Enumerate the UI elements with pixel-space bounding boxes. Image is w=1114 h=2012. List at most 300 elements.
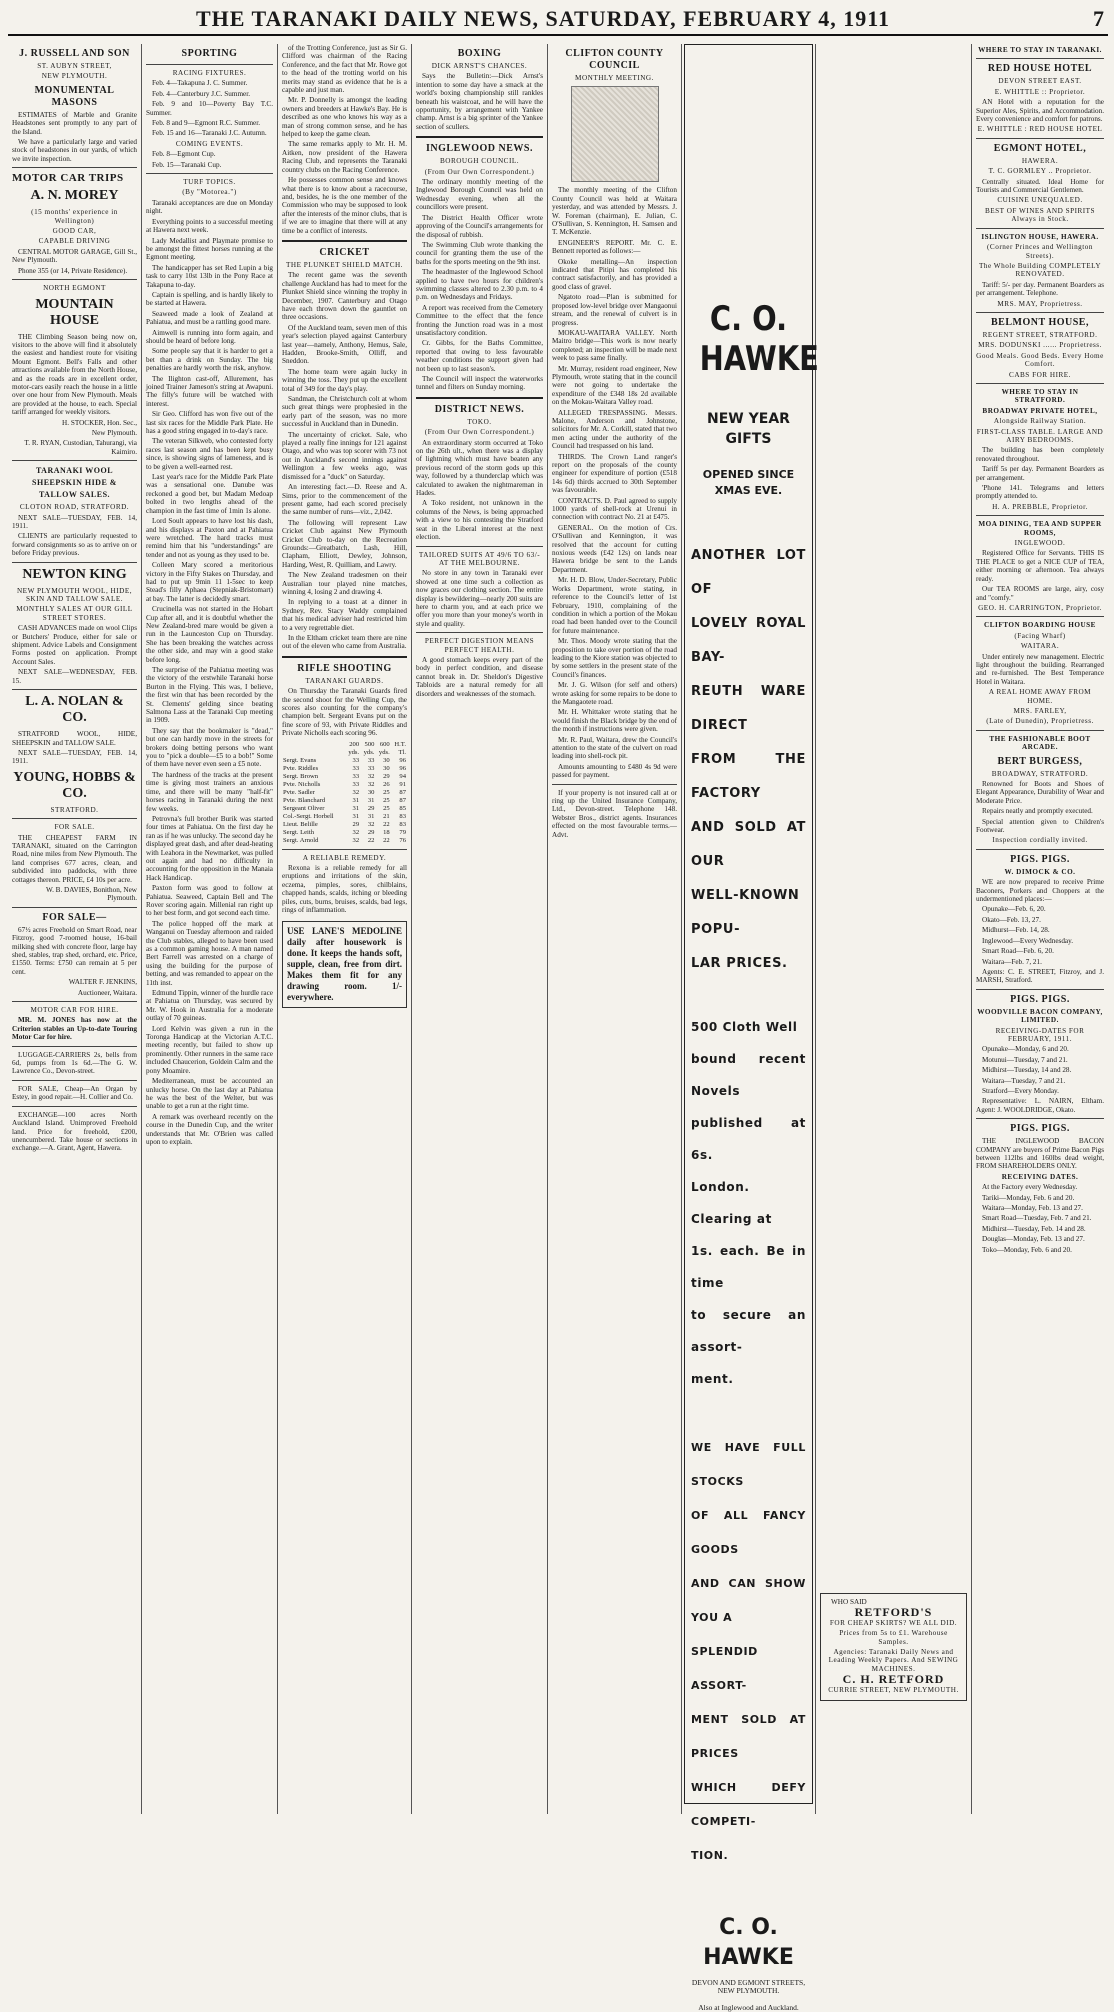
woodville-item: Stratford—Every Monday.: [982, 1086, 1059, 1095]
receiving-item: Waitara—Monday, Feb. 13 and 27.: [982, 1204, 1083, 1213]
table-cell: 83: [399, 812, 406, 820]
hawke-addr2: NEW PLYMOUTH.: [717, 1986, 780, 1996]
column-3: [278, 44, 412, 1814]
table-row: [282, 813, 407, 821]
table-row: [282, 765, 407, 773]
table-cell: 96: [399, 764, 406, 772]
forsale2-sign2: Auctioneer, Waitara.: [77, 988, 137, 997]
divider: [976, 730, 1104, 731]
moa-town: INGLEWOOD.: [1014, 539, 1066, 548]
table-cell: 31: [352, 804, 360, 812]
dimock-item: Okato—Feb. 13, 27.: [982, 915, 1041, 924]
paragraph: Okoke metalling—An inspection indicated that Pitipi has completed his contract satisfactorily, and has provided a good class of gravel.: [552, 257, 677, 291]
divider: [12, 460, 137, 461]
ingle-sub: BOROUGH COUNCIL.: [439, 157, 520, 166]
motor-garage: CENTRAL MOTOR GARAGE, Gill St., New Plymouth.: [12, 247, 137, 265]
table-row: [282, 821, 407, 829]
hawke-addr3: Also at Inglewood and Auckland.: [698, 2002, 799, 2012]
woodville-head: WOODVILLE BACON COMPANY, LIMITED.: [977, 1007, 1103, 1025]
receiving-item: Midhirst—Tuesday, Feb. 14 and 28.: [982, 1224, 1086, 1233]
table-cell: 31: [367, 796, 375, 804]
paragraph: Aimwell is running into form again, and should be heard of before long.: [146, 328, 273, 345]
receiving-item: Smart Road—Tuesday, Feb. 7 and 21.: [982, 1214, 1092, 1223]
receiving-item: Toko—Monday, Feb. 6 and 20.: [982, 1245, 1072, 1254]
hawke-line: FROM THE FACTORY: [691, 752, 806, 801]
table-cell: Sergt. Evans: [283, 756, 317, 764]
divider: [976, 616, 1104, 617]
egmont-hotel-body: Centrally situated. Ideal Home for Tourists and Commercial Gentlemen.: [976, 177, 1104, 195]
table-cell: 33: [367, 764, 375, 772]
column-1: [8, 44, 142, 1814]
paragraph: Crucinella was not started in the Hobart Cup after all, and it is doubtful whether the New Zealand-bred mare would be given a run in the Launceston Cup on Thursday. She has been breaking the watches across the other side, and may win a good stake before long.: [146, 605, 273, 664]
table-row: [282, 829, 407, 837]
paragraph: The Ilighton cast-off, Allurement, has joined Trainer Jameson's string at Awapuni. The filly's future will be watched with interest.: [146, 374, 273, 408]
table-cell: 30: [383, 764, 390, 772]
paragraph: Of the Auckland team, seven men of this year's selection played against Canterbury last year—namely, Anthony, Hemus, Sale, Hadden, Brooke-Smith, Olliff, and Sneddon.: [282, 323, 407, 366]
hawke-stocks: [691, 1431, 806, 1873]
table-cell: 32: [352, 828, 360, 836]
ingle-bacon-body: THE INGLEWOOD BACON COMPANY are buyers of Prime Bacon Pigs between 112lbs and 160lbs dead weight, FROM SHAREHOLDERS ONLY.: [976, 1137, 1104, 1171]
russell-addr1: ST. AUBYN STREET,: [37, 62, 112, 70]
fixture-item: Feb. 4—Canterbury J.C. Summer.: [152, 89, 251, 98]
table-cell: 31: [367, 812, 375, 820]
retford-sub: FOR CHEAP SKIRTS? WE ALL DID.: [829, 1618, 958, 1627]
divider: [976, 989, 1104, 990]
table-header-cell: yds.: [363, 748, 375, 756]
rifle-head: RIFLE SHOOTING: [297, 662, 392, 674]
egmont-cuisine: CUISINE UNEQUALED.: [997, 196, 1083, 205]
table-cell: 32: [352, 836, 360, 844]
paragraph: Cr. Gibbs, for the Baths Committee, reported that owing to less favourable weather conditions the support given had not been up to last season's.: [416, 339, 543, 373]
red-house-head: RED HOUSE HOTEL: [987, 63, 1093, 75]
cricket-head: CRICKET: [319, 246, 370, 258]
column-8: [972, 44, 1108, 1814]
rifle-rows: [282, 757, 407, 845]
paragraph: In the Eltham cricket team there are nine out of the eleven who came from Australia.: [282, 634, 407, 651]
divider: [976, 515, 1104, 516]
table-cell: Pvte. Blanchard: [283, 796, 326, 804]
boxing-head: BOXING: [457, 48, 502, 59]
belmont-addr: REGENT STREET, STRATFORD.: [982, 330, 1098, 339]
hawke-line: LAR PRICES.: [691, 956, 788, 971]
nolan-next: NEXT SALE—TUESDAY, FEB. 14, 1911.: [12, 748, 137, 766]
divider: [146, 64, 273, 65]
divider: [282, 240, 407, 242]
rifle-sub: TARANAKI GUARDS.: [305, 676, 384, 685]
paragraph: The ordinary monthly meeting of the Inglewood Borough Council was held on Wednesday evening, when all the councillors were present.: [416, 178, 543, 212]
paragraph: Lady Medallist and Playmate promise to be amongst the fittest horses running at the Egmont meeting.: [146, 236, 273, 262]
hawke-novel-line: ment.: [691, 1372, 734, 1386]
column-2: [142, 44, 278, 1814]
divider: [976, 58, 1104, 59]
dimock-item: Waitara—Feb. 7, 21.: [982, 957, 1042, 966]
forsale-sign: W. B. DAVIES, Bonithon, New Plymouth.: [45, 885, 137, 903]
woodville-rep: Representative: L. NAIRN, Eltham. Agent: J. WOOLDRIDGE, Okato.: [976, 1097, 1104, 1114]
fixture-item: Feb. 15 and 16—Taranaki J.C. Autumn.: [152, 129, 267, 138]
egmont-hotel-town: HAWERA.: [1021, 156, 1059, 165]
table-cell: 25: [383, 796, 390, 804]
paragraph: An extraordinary storm occurred at Toko on the 26th ult., when there was a display of lightning which must have beaten any previous record of the storm gods up this way, followed by a thunderclap which was calculated to awaken the nightmareman in Hades.: [416, 438, 543, 498]
district-head: DISTRICT NEWS.: [434, 403, 525, 415]
paragraph: ALLEGED TRESPASSING. Messrs. Malone, Anderson and Johnstone, solicitors for Mr. A. Corkill, stated that two men acting under the authority of the Council had trespassed on his land.: [552, 408, 677, 451]
hawke-stock-line: MENT SOLD AT PRICES: [691, 1713, 806, 1760]
divider: [416, 632, 543, 633]
table-cell: 87: [399, 788, 406, 796]
woodville-dates: RECEIVING-DATES FOR FEBRUARY, 1911.: [995, 1026, 1085, 1043]
newspaper-page: [8, 6, 1108, 2012]
dimock-item: Smart Road—Feb. 6, 20.: [982, 947, 1054, 956]
table-cell: 33: [352, 756, 360, 764]
wool-body: CLIENTS are particularly requested to forward consignments so as to arrive on or before Friday previous.: [12, 532, 137, 558]
perfect-head: PERFECT DIGESTION MEANS PERFECT HEALTH.: [424, 637, 535, 654]
table-cell: 79: [399, 828, 406, 836]
paragraph: Everything points to a successful meeting at Hawera next week.: [146, 217, 273, 235]
newton-body: CASH ADVANCES made on wool Clips or Butchers' Produce, either for sale or shipment. Advice Labels and Consignment Forms posted on application. Prompt Account Sales.: [12, 624, 137, 666]
pigs2-head: PIGS. PIGS.: [1010, 993, 1070, 1005]
turf-body: [146, 199, 273, 1146]
clifton-bh-head: CLIFTON BOARDING HOUSE: [984, 621, 1096, 630]
table-row: [282, 837, 407, 845]
burgess-repairs: Repairs neatly and promptly executed.: [982, 807, 1093, 816]
table-header-cell: 200: [349, 740, 360, 748]
egmont-wines: BEST OF WINES AND SPIRITS Always in Stock.: [984, 206, 1096, 224]
broadway-addr: Alongside Railway Station.: [993, 417, 1087, 426]
broadway-tariff: Tariff 5s per day. Permanent Boarders as per arrangement.: [976, 465, 1104, 482]
rifle-score-table: [282, 741, 407, 845]
wool-head: TARANAKI WOOL SHEEPSKIN HIDE & TALLOW SALES.: [32, 466, 117, 500]
dimock-agent: Agents: C. E. STREET, Fitzroy, and J. MARSH, Stratford.: [976, 967, 1104, 985]
pigs1-head: PIGS. PIGS.: [1010, 853, 1070, 865]
hawke-novel-line: 1s. each. Be in time: [691, 1244, 806, 1290]
hawke-line: REUTH WARE DIRECT: [691, 684, 806, 733]
paragraph: Mr. P. Donnelly is amongst the leading owners and breeders at Hawke's Bay. He is described as one who knows his way as a man of strong common sense, and he has helped to keep the game clean.: [282, 96, 407, 139]
newton-monthly: MONTHLY SALES AT OUR GILL STREET STORES.: [16, 605, 133, 622]
table-cell: 21: [383, 812, 390, 820]
sporting-head: SPORTING: [181, 48, 238, 59]
table-row: [282, 789, 407, 797]
paragraph: Petrovna's full brother Burik was started four times at Pahiatua. On the first day he ran as if he was unlucky. The second day he displayed great dash, and after dead-heating with Leahora in the Newmarket, was pulled out again and had no difficulty in accounting for the opposition in the Manaia Hack Handicap.: [146, 814, 273, 882]
egmont-hotel-prop: T. C. GORMLEY .. Proprietor.: [988, 167, 1092, 176]
ingle-from: (From Our Own Correspondent.): [424, 167, 535, 176]
woodville-item: Midhirst—Tuesday, 14 and 28.: [982, 1066, 1072, 1075]
hawke-gifts: NEW YEAR GIFTS: [707, 411, 790, 447]
wool-addr: CLOTON ROAD, STRATFORD.: [19, 503, 130, 512]
belmont-head: BELMONT HOUSE,: [991, 316, 1089, 328]
divider: [12, 907, 137, 908]
receiving-item: At the Factory every Wednesday.: [982, 1183, 1078, 1192]
table-cell: 26: [383, 780, 390, 788]
belmont-prop: MRS. DODUNSKI ...... Proprietress.: [978, 341, 1102, 350]
paragraph: The New Zealand tradesmen on their Australian tour played nine matches, winning 4, losing 2 and drawing 4.: [282, 571, 407, 596]
hawke-stock-line: OF ALL FANCY GOODS: [691, 1509, 806, 1556]
motor-tag1: GOOD CAR,: [52, 227, 97, 236]
table-cell: 33: [352, 780, 360, 788]
table-cell: 32: [367, 772, 375, 780]
medoline-ad: USE LANE'S MEDOLINE daily after housework is done. It keeps the hands soft, supple, clean, free from dirt. Makes them fit for any drawing room. 1/- everywhere.: [282, 921, 407, 1008]
table-cell: 18: [383, 828, 390, 836]
table-cell: Col.-Sergt. Horbell: [283, 812, 334, 820]
table-cell: 33: [367, 756, 375, 764]
woodville-item: Opunake—Monday, 6 and 20.: [982, 1045, 1069, 1054]
table-cell: 29: [352, 820, 360, 828]
table-cell: 22: [383, 820, 390, 828]
motor-tag2: CAPABLE DRIVING: [38, 237, 111, 246]
receiving-item: Douglas—Monday, Feb. 13 and 27.: [982, 1235, 1085, 1244]
egmont-body: THE Climbing Season being now on, visitors to the above will find it absolutely the easiest and handiest route for visiting Mount Egmont. Bell's Falls and other attractions available from the North House, and as the roads are in excellent order, motor-cars easily reach the house in a little over one hour from New Plymouth. Meals are provided at the house, to each. Special tariff arranged for weekly visitors.: [12, 332, 137, 417]
burgess-invite: Inspection cordially invited.: [992, 836, 1088, 845]
table-header-cell: H.T.: [394, 740, 406, 748]
broadway-prop: H. A. PREBBLE, Proprietor.: [992, 502, 1088, 511]
divider: [976, 383, 1104, 384]
turf-head: TURF TOPICS.: [183, 178, 236, 187]
table-cell: Sergeant Oliver: [283, 804, 325, 812]
paragraph: The police hopped off the mark at Wanganui on Tuesday afternoon and raided the Club stables, alleged to have been used as a common gaming house. A man named Bert Farrell was arrested on a charge of using the building for the purpose of betting, and was remanded to appear on the 11th inst.: [146, 919, 273, 987]
table-cell: Pvte. Riddles: [283, 764, 319, 772]
divider: [12, 167, 137, 168]
retford-ad: [820, 1593, 967, 1701]
columns: [8, 44, 1108, 2012]
russell-body2: We have a particularly large and varied stock of headstones in our yards, of which we invite inspection.: [12, 138, 137, 163]
forsale2-sign1: WALTER F. JENKINS,: [68, 978, 137, 987]
coming-item: Feb. 15—Taranaki Cup.: [152, 160, 222, 169]
table-cell: Sergt. Leith: [283, 828, 315, 836]
divider: [976, 849, 1104, 850]
wool-next: NEXT SALE—TUESDAY, FEB. 14, 1911.: [12, 513, 137, 530]
belmont-cabs: CABS FOR HIRE.: [1009, 370, 1071, 379]
moa-body: Registered Office for Servants. THIS IS THE PLACE to get a NICE CUP of TEA, either morning or afternoon. Tea always ready.: [976, 549, 1104, 583]
paragraph: Paxton form was good to follow at Pahiatua. Seaweed, Captain Bell and The Rover scoring again. Millenial ran right up to her best form, and got second each time.: [146, 884, 273, 918]
forsale-body: THE CHEAPEST FARM IN TARANAKI, situated on the Carrington Road, nine miles from New Plymouth. The land comprises 677 acres, clean, and subdivided into paddocks, with three cottages thereon. PRICE, £4 10s per acre.: [12, 833, 137, 884]
retford-head: RETFORD'S: [854, 1605, 933, 1620]
remedy-head: A RELIABLE REMEDY.: [302, 853, 387, 862]
portrait-illustration: [571, 86, 659, 182]
table-cell: Pvte. Nicholls: [283, 780, 321, 788]
table-cell: 32: [352, 788, 360, 796]
clifton-bh-town: WAITARA.: [1020, 642, 1060, 651]
fixture-item: Feb. 9 and 10—Poverty Bay T.C. Summer.: [146, 100, 273, 117]
russell-head: MONUMENTAL MASONS: [34, 84, 115, 108]
divider: [416, 397, 543, 399]
burgess-head: BERT BURGESS,: [997, 755, 1083, 767]
paragraph: An interesting fact.—D. Reese and A. Sims, prior to the commencement of the present game, had each scored precisely the same number of runs—viz., 2,042.: [282, 483, 407, 517]
table-cell: 32: [367, 780, 375, 788]
table-header-cell: Tl.: [398, 748, 406, 756]
paragraph: Mr. R. Paul, Waitara, drew the Council's attention to the state of the culvert on road leading into shell-rock pit.: [552, 735, 677, 761]
clifton-bh-addr: (Facing Wharf): [1014, 631, 1066, 640]
clifton-sub: MONTHLY MEETING.: [575, 74, 654, 82]
clifton-bh-body: Under entirely new management. Electric light throughout the building. Rearranged and re-furnished. The Best Temperance Hotel in Waitara.: [976, 652, 1104, 686]
hawke-line: WELL-KNOWN POPU-: [691, 888, 800, 937]
divider: [416, 136, 543, 138]
retford-addr: CURRIE STREET, NEW PLYMOUTH.: [828, 1685, 959, 1694]
broadway-phone: 'Phone 141. Telegrams and letters promptly attended to.: [976, 484, 1104, 501]
paragraph: The District Health Officer wrote approving of the Council's arrangements for the disposal of rubbish.: [416, 213, 543, 239]
egmont-sub: NORTH EGMONT: [43, 284, 106, 293]
hawke-line: ANOTHER LOT OF: [691, 548, 806, 597]
paragraph: Mediterranean, must be accounted an unlucky horse. On the last day at Pahiatua he was the best of the Welter, but was unable to get a run at the right time.: [146, 1077, 273, 1111]
column-5: [548, 44, 682, 1814]
where-head: WHERE TO STAY IN TARANAKI.: [978, 46, 1102, 54]
divider: [976, 138, 1104, 139]
column-6: [682, 44, 819, 2012]
paragraph: The Council will inspect the waterworks tunnel and filters on Sunday morning.: [416, 375, 543, 392]
column-7: [816, 44, 972, 1814]
newton-sub: NEW PLYMOUTH WOOL, HIDE, SKIN AND TALLOW SALE.: [16, 586, 133, 604]
paragraph: Amounts amounting to £480 4s 9d were passed for payment.: [552, 762, 677, 780]
divider: [12, 1080, 137, 1081]
divider: [976, 1118, 1104, 1119]
motor-phone: Phone 355 (or 14, Private Residence).: [18, 266, 128, 275]
tailored-head: TAILORED SUITS AT 49/6 TO 63/- AT THE MELBOURNE.: [418, 550, 541, 567]
burgess-addr: BROADWAY, STRATFORD.: [991, 769, 1089, 778]
table-cell: 83: [399, 820, 406, 828]
receiving-item: Tariki—Monday, Feb. 6 and 20.: [982, 1193, 1075, 1202]
hawke-stock-line: WE HAVE FULL STOCKS: [691, 1441, 806, 1488]
tailored-body: No store in any town in Taranaki ever showed at one time such a collection as now graces our clothing section. The entire display is bewildering—nearly 200 suits are here to charm you, and at each price we offer you more than your money's worth in style and quality.: [416, 569, 543, 628]
divider: [282, 849, 407, 850]
red-house-addr: DEVON STREET EAST.: [998, 77, 1082, 86]
motor-head: MOTOR CAR TRIPS: [12, 172, 124, 185]
clifton-bh-late: (Late of Dunedin), Proprietress.: [986, 717, 1094, 726]
clifton-bh-home: A REAL HOME AWAY FROM HOME.: [988, 688, 1092, 705]
boxing-sub: DICK ARNST'S CHANCES.: [431, 62, 528, 70]
egmont-sign3: T. R. RYAN, Custodian, Tahurangi, via Kaimiro.: [24, 439, 137, 456]
paragraph: The same remarks apply to Mr. H. M. Aitken, now president of the Hawera Racing Club, and represents the Taranaki country clubs on the Racing Conference.: [282, 140, 407, 174]
table-cell: 76: [399, 836, 406, 844]
paragraph: The handicapper has set Red Lupin a big task to carry 10st 13lb in the Pony Race at Takapuna to-day.: [146, 263, 273, 289]
islington-tariff: Tariff: 5/- per day. Permanent Boarders as per arrangement. Telephone.: [976, 280, 1104, 298]
paragraph: Ngatoto road—Plan is submitted for proposed low-level bridge over Mangaonui stream, and the renewal of culvert is in progress.: [552, 293, 677, 327]
divider: [12, 1046, 137, 1047]
table-cell: 96: [399, 756, 406, 764]
column-4: [412, 44, 548, 1814]
table-row: [282, 781, 407, 789]
divider: [12, 1001, 137, 1002]
fixtures-list: [146, 79, 273, 137]
fixtures-head: RACING FIXTURES.: [172, 69, 247, 77]
divider: [12, 818, 137, 819]
russell-addr2: NEW PLYMOUTH.: [41, 72, 108, 81]
toko-head: TOKO.: [467, 417, 492, 426]
paragraph: The veteran Silkweb, who contested forty races last season and has been kept busy since, is showing signs of lameness, and is to be given a well-earned rest.: [146, 437, 273, 471]
hawke-lines: [691, 539, 806, 981]
paragraph: The uncertainty of cricket. Sale, who played a really fine innings for 121 against Otago, and who was top scorer with 73 not out in Auckland's second innings against Wellington a few weeks ago, was dismissed for a "duck" on Saturday.: [282, 430, 407, 481]
table-cell: 33: [352, 772, 360, 780]
paragraph: The headmaster of the Inglewood School applied to have two hours for children's swimming classes altered to 2.30 p.m. to 4 p.m. on Wednesdays and Fridays.: [416, 268, 543, 302]
egmont-head: MOUNTAIN HOUSE: [35, 296, 114, 328]
table-cell: 22: [367, 836, 375, 844]
column-7-spacer: [820, 44, 967, 1589]
rifle-body: On Thursday the Taranaki Guards fired the second shoot for the Welling Cup, the scores also counting for the company's champion belt. Sergeant Evans put on the fine score of 93, with Private Riddles and Private Nicholls each scoring 96.: [282, 687, 407, 738]
paragraph: The recent game was the seventh challenge Auckland has had to meet for the Plunket Shield since winning the trophy in December, 1907. Canterbury and Otago have each thrown down the gauntlet on three occasions.: [282, 271, 407, 322]
paragraph: Seaweed made a look of Zealand at Pahiatua, and must be a rattling good mare.: [146, 309, 273, 327]
hawke-novel-line: bound recent Novels: [691, 1052, 806, 1098]
paragraph: THIRDS. The Crown Land ranger's report on the proposals of the county engineer for expenditure of portion (£518 14s 6d) thirds accrued to 30th September was favourable.: [552, 452, 677, 495]
table-cell: 29: [367, 804, 375, 812]
table-cell: 22: [383, 836, 390, 844]
divider: [552, 784, 677, 785]
hawke-novel-line: 500 Cloth Well: [691, 1020, 798, 1034]
hawke-novel-line: to secure an assort-: [691, 1308, 806, 1354]
table-cell: 30: [367, 788, 375, 796]
organ-ad: FOR SALE, Cheap—An Organ by Estey, in good repair.—H. Collier and Co.: [12, 1084, 137, 1102]
masthead: [8, 6, 1108, 36]
hawke-ad: [684, 44, 819, 2012]
table-cell: 94: [399, 772, 406, 780]
islington-body: The Whole Building COMPLETELY RENOVATED.: [978, 261, 1102, 279]
table-cell: Lieut. Belille: [283, 820, 318, 828]
woodville-item: Waitara—Tuesday, 7 and 21.: [982, 1076, 1066, 1085]
paragraph: A Toko resident, not unknown in the columns of the News, is being approached with a view to his contesting the Stratford seat in the Liberal interest at the next election.: [416, 499, 543, 542]
newton-head: NEWTON KING: [22, 566, 127, 582]
table-row: [282, 797, 407, 805]
woodville-item: Motunui—Tuesday, 7 and 21.: [982, 1055, 1068, 1064]
paragraph: Mr. H. D. Blow, Under-Secretary, Public Works Department, wrote stating, in reference to the Council's letter of 1st February, 1910, complaining of the condition in which a portion of the Mokau road had been handed over to the Council for future maintenance.: [552, 576, 677, 635]
broadway-note: The building has been completely renovated throughout.: [976, 446, 1104, 463]
remedy-body: Rexona is a reliable remedy for all eruptions and irritations of the skin, eczema, pimples, sores, chilblains, chapped hands, scalds, itching or bleeding piles, cuts, burns, bruises, scalds, bad legs, rings of inflammation.: [282, 864, 407, 915]
dimock-item: Inglewood—Every Wednesday.: [982, 936, 1074, 945]
table-cell: 33: [352, 764, 360, 772]
young-head: YOUNG, HOBBS & CO.: [13, 769, 136, 801]
forsale2-head: FOR SALE—: [42, 911, 107, 923]
newton-next: NEXT SALE—WEDNESDAY, FEB. 15.: [12, 668, 137, 685]
paragraph: Mr. Murray, resident road engineer, New Plymouth, wrote stating that in the council were not going to undertake the expenditure of the £348 18s 2d available on the Mokau-Waitara Valley road.: [552, 364, 677, 407]
table-cell: 25: [383, 788, 390, 796]
paragraph: MOKAU-WAITARA VALLEY. North Maitro bridge—This work is now nearly completed; an inspection will be made next week to pass same finally.: [552, 328, 677, 363]
table-header-row: [282, 749, 407, 757]
retford-name: C. H. RETFORD: [842, 1672, 945, 1687]
paragraph: They say that the bookmaker is "dead," but one can hardly move in the streets for brokers doing betting persons who want you to "pick a double—£5 to a bob!" Some of them have never even seen a £5 note.: [146, 726, 273, 769]
hawke-novels: [691, 1011, 806, 1395]
hawke-line: AND SOLD AT OUR: [691, 820, 806, 869]
broadway-head: BROADWAY PRIVATE HOTEL,: [982, 406, 1098, 415]
paragraph: Lord Kelvin was given a run in the Toronga Handicap at the Victorian A.T.C. meeting recently, but failed to show up prominently. Other runners in the same race included Chaucerion, Goldein Calm and the pony Moamire.: [146, 1024, 273, 1075]
paragraph: The monthly meeting of the Clifton County Council was held at Waitara yesterday, and was attended by Messrs. J. W. Foreman (chairman), E. Julian, C. O'Sullivan, S. Kennington, H. Samsen and T. McKenzie.: [552, 186, 677, 237]
luggage-ad: LUGGAGE-CARRIERS 2s, bells from 6d, pumps from 1s 6d.—The G. W. Lawrence Co., Devon-street.: [12, 1050, 137, 1076]
page-number: 7: [1093, 6, 1104, 31]
motorcar-head: MOTOR CAR FOR HIRE.: [30, 1006, 119, 1015]
table-cell: 29: [383, 772, 390, 780]
divider: [282, 656, 407, 658]
paragraph: The hardness of the tracks at the present time is giving most trainers an anxious time, and there will be many "half-fit" horses racing in Taranaki during the next few weeks.: [146, 770, 273, 813]
paragraph: CONTRACTS. D. Paul agreed to supply 1000 yards of shell-rock at Urenui in connection with contract No. 21 at £475.: [552, 496, 677, 522]
motor-name: A. N. MOREY: [30, 188, 119, 204]
boot-head: THE FASHIONABLE BOOT ARCADE.: [989, 734, 1091, 752]
hawke-opened: OPENED SINCE XMAS EVE.: [702, 468, 795, 497]
paragraph: Mr. Thos. Moody wrote stating that the proposition to take over portion of the road leading to the Kiore station was objected to by some settlers in the present state of the Council's finances.: [552, 637, 677, 679]
divider: [12, 562, 137, 563]
table-header-cell: yds.: [378, 748, 390, 756]
divider: [12, 279, 137, 280]
paragraph: Sandman, the Christchurch colt at whom such great things were prophesied in the early part of the season, was no more successful in Auckland than in Dunedin.: [282, 395, 407, 429]
egmont-hotel-head: EGMONT HOTEL,: [993, 142, 1087, 154]
nolan-head: L. A. NOLAN & CO.: [25, 694, 124, 726]
ingle-head: INGLEWOOD NEWS.: [426, 143, 533, 155]
table-row: [282, 757, 407, 765]
motorcar-body: MR. M. JONES has now at the Criterion stables an Up-to-date Touring Motor Car for hire.: [12, 1016, 137, 1042]
table-cell: 29: [367, 828, 375, 836]
insurance-note: If your property is not insured call at or ring up the United Insurance Company, Ltd., Devon-street. Telephone 148. Webster Bros., district agents. Insurances effected on the most favourable terms.—Advt.: [552, 788, 677, 839]
pigs3-head: PIGS. PIGS.: [1010, 1123, 1070, 1135]
divider: [12, 1106, 137, 1107]
retford-body: Prices from 5s to £1. Warehouse Samples.: [839, 1629, 948, 1646]
table-cell: 25: [383, 804, 390, 812]
table-header-cell: yds.: [348, 748, 360, 756]
table-cell: 87: [399, 796, 406, 804]
paragraph: Some people say that it is harder to get a bet than a drink on Sunday. The big penalties are hardly worth the risk, anyhow.: [146, 347, 273, 373]
table-row: [282, 773, 407, 781]
paragraph: He possesses common sense and knows what there is to know about a racecourse, and, besides, he is the one member of the Commission who may be supposed to look after the interests of the minor clubs, that is if we are to imagine that there will at any time be a conflict of interests.: [282, 176, 407, 235]
